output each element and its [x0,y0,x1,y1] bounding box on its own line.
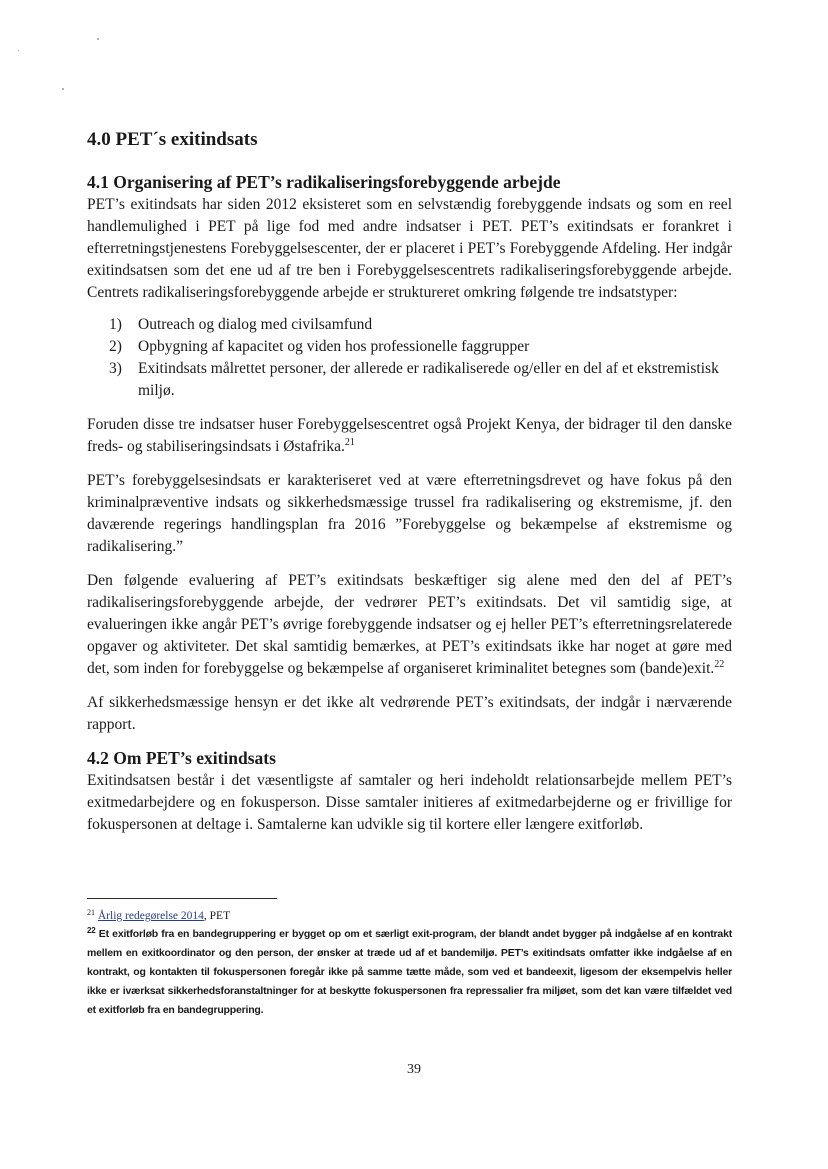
list-item-number: 1) [109,316,122,333]
paragraph-kenya [87,414,732,458]
footnotes [87,898,732,1020]
page-number: 39 [407,1062,421,1077]
footnote-number: 21 [87,908,95,917]
list-item-text: Exitindsats målrettet personer, der allerede er radikaliserede og/eller en del af et ekstremistisk miljø. [138,360,719,399]
scan-speck [97,38,99,40]
main-content [87,128,732,848]
footnote-number: 22 [87,926,96,935]
footnote-22-text: Et exitforløb fra en bandegruppering er bygget op om et særligt exit-program, der blandt andet bygger på indgåelse af en kontrakt mellem en exitkoordinator og den person, der ønsker at træde ud af et bandemiljø. PET’s exitindsats omfatter ikke indgåelse af en kontrakt, og kontakten til fokuspersonen foregår ikke på samme tætte måde, som ved et bandeexit, ligesom der eksempelvis heller ikke er iværksat sikkerhedsforanstaltninger for at beskytte fokuspersonen fra repressalier fra miljøet, som det kan være tilfældet ved et exitforløb fra en bandegruppering. [87,928,733,1016]
paragraph-kenya-text: Foruden disse tre indsatser huser Forebyggelsescentret også Projekt Kenya, der bidrager til den danske freds- og stabiliseringsindsats i Østafrika. [87,416,732,455]
list-item-number: 2) [109,338,122,355]
paragraph-evaluering-text: Den følgende evaluering af PET’s exitindsats beskæftiger sig alene med den del af PET’s radikaliseringsforebyggende arbejde, der vedrører PET’s exitindsats. Det vil samtidig sige, at evalueringen ikke angår PET’s øvrige forebyggende indsatser og ej heller PET’s efterretningsrelaterede opgaver og aktiviteter. Det skal samtidig bemærkes, at PET’s exitindsats ikke har noget at gøre med det, som inden for forebyggelse og bekæmpelse af organiseret kriminalitet betegnes som (bande)exit. [87,572,732,677]
list-item-text: Outreach og dialog med civilsamfund [138,316,373,333]
indsatstyper-list [87,314,732,402]
list-item [87,358,732,402]
list-item [87,314,732,336]
footnote-22 [87,925,732,1020]
chapter-heading: 4.0 PET´s exitindsats [87,129,258,150]
paragraph-sikkerhed: Af sikkerhedsmæssige hensyn er det ikke alt vedrørende PET’s exitindsats, der indgår i nærværende rapport. [87,694,732,733]
footnote-21-link[interactable]: Årlig redegørelse 2014 [97,910,204,922]
footnote-divider [87,898,277,899]
footnote-ref-21[interactable]: 21 [344,437,355,448]
paragraph-forebyggelse: PET’s forebyggelsesindsats er karakteriseret ved at være efterretningsdrevet og have fokus på den kriminalpræventive indsats og sikkerhedsmæssige trussel fra radikalisering og ekstremisme, jf. den daværende regerings handlingsplan fra 2016 ”Forebyggelse og bekæmpelse af ekstremisme og radikalisering.” [87,472,732,555]
paragraph-evaluering [87,570,732,680]
scan-speck [18,50,19,51]
section-4-2-body: Exitindsatsen består i det væsentligste af samtaler og heri indeholdt relationsarbejde mellem PET’s exitmedarbejdere og en fokusperson. Disse samtaler initieres af exitmedarbejderne og er frivillige for fokuspersonen at deltage i. Samtalerne kan udvikle sig til kortere eller længere exitforløb. [87,772,732,833]
footnote-21-source: , PET [203,910,231,922]
footnote-ref-22[interactable]: 22 [714,659,725,670]
scan-speck [62,88,64,90]
section-heading-4-1: 4.1 Organisering af PET’s radikaliseringsforebyggende arbejde [87,172,561,192]
section-heading-4-2: 4.2 Om PET’s exitindsats [87,748,276,768]
list-item-number: 3) [109,360,122,377]
footnote-21 [87,907,732,925]
list-item [87,336,732,358]
list-item-text: Opbygning af kapacitet og viden hos professionelle faggrupper [138,338,530,355]
section-4-1-intro: PET’s exitindsats har siden 2012 eksisteret som en selvstændig forebyggende indsats og som en reel handlemulighed i PET på lige fod med andre indsatser i PET. PET’s exitindsats er forankret i efterretningstjenestens Forebyggelsescenter, der er placeret i PET’s Forebyggende Afdeling. Her indgår exitindsatsen som det ene ud af tre ben i Forebyggelsescentrets radikaliseringsforebyggende arbejde. Centrets radikaliseringsforebyggende arbejde er struktureret omkring følgende tre indsatstyper: [87,196,732,301]
